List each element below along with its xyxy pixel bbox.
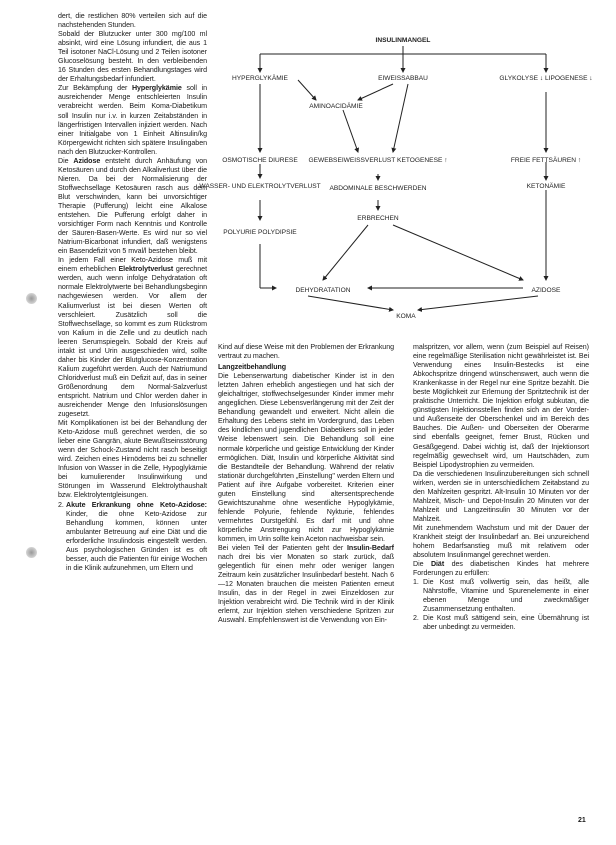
pathophysiology-diagram	[199, 12, 598, 324]
list-item	[413, 614, 589, 632]
text-run: Bei vielen Teil der Patienten geht der	[218, 544, 347, 553]
page-number: 21	[578, 817, 586, 824]
text-run: entsteht durch Anhäufung von Ketosäuren und durch den Alkaliverlust über die Nieren. Da bei der Normalisierung der Stoffwechsellage Ketosäuren rasch aus dem Blut verschwinden, kann bei unvorsichtiger Therapie (Pufferung) leicht eine Alkalose entstehen. Die Pufferung erfolgt daher in vorsichtiger Form nach Kenntnis und Kontrolle der Säuren-Basen-Werte. Es wird nur so viel Natrium-Bicarbonat infundiert, daß wenigstens ein Basendefizit von 5 mval/l bestehen bleibt.	[58, 156, 207, 256]
paragraph: Die Lebenserwartung diabetischer Kinder ist in den letzten Jahren erheblich angestiegen und hat sich der gleichaltriger, stoffwechselgesunder Kinder immer mehr angeglichen. Diese Lebensverlängerung mit der Zeit der Behandlung gewandelt und erweitert. Nicht allein die Erhaltung des Lebens steht im Vordergrund, das Leben des kindlichen und jugendlichen Diabetikers soll in jeder Weise lebenswert sein. Die Behandlung soll eine normale körperliche und geistige Entwicklung der Kinder ermöglichen. Diät, Insulin und körperliche Aktivität sind die Bestandteile der Behandlung. Während der relativ stationär durchgeführten „Einstellung" werden Eltern und Patient auf ihre Aufgabe vorbereitet. Kriterien einer guten Einstellung sind altersentsprechende Gewichtszunahme ohne wesentliche Hypoglykämie, fehlende Polyurie, fehlende Nykturie, fehlendes vermehrtes Durstgefühl. Es darf mit und ohne körperliche Anstrengung nicht zur Hypoglykämie kommen, im Urin sollte kein Aceton nachweisbar sein.	[218, 372, 394, 543]
bold-term: Akute Erkrankung ohne Keto-Azidose:	[66, 500, 207, 509]
node-aminoacidaemie: AMINOACIDÄMIE	[309, 103, 363, 110]
list-number: 1.	[413, 578, 419, 587]
paragraph: Kind auf diese Weise mit den Problemen der Erkrankung vertraut zu machen.	[218, 343, 394, 361]
punch-hole-bottom	[26, 547, 37, 558]
section-heading: Langzeitbehandlung	[218, 363, 287, 372]
text-run: Die Kost muß vollwertig sein, das heißt, alle Nährstoffe, Vitamine und Spurenelemente in einer ebenen Menge und zweckmäßiger Zusammensetzung enthalten.	[423, 578, 589, 614]
node-ketonaemie: KETONÄMIE	[526, 183, 566, 190]
node-fettsaeuren: FREIE FETTSÄUREN ↑	[510, 157, 582, 164]
numbered-list	[413, 578, 589, 632]
paragraph: Mit Komplikationen ist bei der Behandlung der Keto-Azidose muß gerechnet werden, die so lieber eine Gangrän, akute Bewußtseinsstörung wenn der Schock-Zustand nicht rasch beseitigt wird. Zeichen eines Hirnödems bei zu schneller Infusion von Wasser in die Zelle, Hypoglykämie bei kumulierender Insulinwirkung und Störungen im Wasserund Elektrolythaushalt bzw. Elektrolytentgleisungen.	[58, 419, 207, 500]
node-erbrechen: ERBRECHEN	[357, 215, 399, 222]
punch-hole-top	[26, 293, 37, 304]
node-insulinmangel: INSULINMANGEL	[375, 37, 431, 44]
text-run: soll in ausreichender Menge entschleierten Insulin verabreicht werden. Beim Koma-Diabetikum soll Insulin nur i.v. in kurzen Zeitabständen in längerfristigen Intervallen injiziert werden. Nach einer Initialgabe von 1 Einheit Altinsulin/kg Körpergewicht richten sich spätere Insulingaben nach den Blutzucker-Kontrollen.	[58, 84, 207, 156]
node-osmotische-diurese: OSMOTISCHE DIURESE	[222, 157, 298, 164]
node-gewebseiweiss: GEWEBSEIWEISSVERLUST KETOGENESE ↑	[308, 157, 448, 164]
node-lipolyse: GLYKOLYSE ↓ LIPOGENESE ↓	[499, 75, 593, 82]
bold-term: Insulin-Bedarf	[347, 544, 394, 553]
paragraph	[58, 256, 207, 419]
text-run: In jedem Fall einer Keto-Azidose muß mit einem erheblichen	[58, 256, 207, 274]
bold-term: Hyperglykämie	[131, 84, 182, 93]
text-run: nach drei bis vier Monaten so stark zurück, daß gelegentlich für einen mehr oder weniger langen Zeitraum kein zusätzlicher Insulinbedarf besteht. Nach 6—12 Monaten brauchen die meisten Patienten erneut Insulin, das in der Regel in zwei Einzeldosen zur Injektion verabreicht wird. Die Technik wird in der Klinik erlernt, zur Injektion stehen verschiedene Spritzen zur Auswahl. Empfehlenswert ist die Verwendung von Ein-	[218, 553, 394, 625]
text-run: Die Kost muß sättigend sein, eine Übernährung ist aber unbedingt zu vermeiden.	[423, 614, 589, 632]
paragraph: Da die verschiedenen Insulinzubereitungen sich schnell wirken, werden sie in unterschiedlichem Zeitabstand zu den Mahlzeiten gespritzt. Alt-Insulin 10 Minuten vor der Mahlzeit, Misch- und Depot-Insulin 20 Minuten vor der Mahlzeit und Langzeitinsulin 30 Minuten vor der Mahlzeit.	[413, 469, 589, 523]
node-azidose: AZIDOSE	[531, 287, 561, 294]
paragraph	[413, 560, 589, 578]
node-hyperglykaemie: HYPERGLYKÄMIE	[232, 75, 288, 82]
text-column-2	[218, 343, 394, 823]
paragraph	[58, 84, 207, 156]
paragraph	[218, 544, 394, 625]
text-column-1	[58, 12, 207, 832]
bold-term: Azidose	[73, 156, 101, 165]
node-wasserverlust: WASSER- UND ELEKTROLYTVERLUST	[199, 183, 321, 190]
node-abdominale: ABDOMINALE BESCHWERDEN	[329, 185, 427, 192]
node-koma: KOMA	[396, 313, 416, 320]
text-run: Zur Bekämpfung der	[58, 84, 132, 93]
text-column-3	[413, 343, 589, 823]
bold-term: Diät	[430, 560, 445, 569]
node-dehydration: DEHYDRATATION	[295, 287, 351, 294]
bold-term: Elektrolytverlust	[118, 265, 174, 274]
paragraph: malspritzen, vor allem, wenn (zum Beispiel auf Reisen) eine regelmäßige Sterilisation nicht gewährleistet ist. Bei Verwendung eines Insulin-Bestecks ist eine Abkochspritze dringend wünschenswert, auch wenn die Krankenkasse in der Regel nur eine Spritze bezahlt. Die beste Möglichkeit zur Erlernung der Spritztechnik ist der praktische Unterricht. Die Injektion erfolgt subkutan, die günstigsten Injektionsstellen finden sich an der Vorder- und Außenseite der Oberschenkel und im Bereich des Bauches. Die Außen- und Oberseiten der Oberarme sind ebenfalls geeignet, ferner Brust, Rücken und Gesäßgegend. Dabei wichtig ist, daß der Injektionsort regelmäßig gewechselt wird, um Hautschäden, zum Beispiel Lipodystrophien zu vermeiden.	[413, 343, 589, 469]
text-run: gerechnet werden, auch wenn infolge Dehydratation oft normale Elektrolytwerte bei Behandlungsbeginn nachgewiesen werden. Vor allem der Kaliumverlust ist bei diesen Werten oft verschleiert. Zusätzlich soll die Stoffwechsellage, so kommt es zum Rückstrom von Kalium in die Zelle und zu deutlich nach leeren Serumspiegeln. Sobald der Kreis auf intakt ist und Urin ausgeschieden wird, sollte daher bis Kinder der Blutglucose-Konzentration Kalium zugeführt werden. Auch der Natriumund Chloridverlust muß ein Defizit auf, das in seiner Größenordnung dem Normal-Salzverlust entspricht. Natrium und Chlor werden daher in ausreichender Menge den Infusionslösungen zugesetzt.	[58, 265, 207, 419]
text-run: Die	[58, 156, 74, 165]
paragraph: dert, die restlichen 80% verteilen sich auf die nachstehenden Stunden.	[58, 12, 207, 30]
text-run: Kinder, die ohne Keto-Azidose zur Behandlung kommen, können unter ambulanter Betreuung auf eine Diät und die erforderliche Insulindosis eingestellt werden. Aus psychologischen Gründen ist es oft besser, auch die Patienten für einige Wochen in die Klinik aufzunehmen, um Eltern und	[66, 509, 207, 572]
paragraph: Mit zunehmendem Wachstum und mit der Dauer der Krankheit steigt der Insulinbedarf an. Bei unzureichend hohem Bedarfsanstieg muß mit relativem oder absolutem Insulinmangel gerechnet werden.	[413, 523, 589, 560]
node-eiweissabbau: EIWEISSABBAU	[378, 75, 428, 82]
list-item	[413, 578, 589, 614]
node-polyurie: POLYURIE POLYDIPSIE	[223, 229, 297, 236]
text-run: des diabetischen Kindes hat mehrere Forderungen zu erfüllen:	[413, 560, 589, 578]
list-number: 2.	[413, 614, 419, 623]
paragraph	[58, 157, 207, 257]
text-run: Die	[413, 560, 431, 569]
numbered-item: 2. Akute Erkrankung ohne Keto-Azidose: Kinder, die ohne Keto-Azidose zur Behandlung kommen, können unter ambulanter Betreuung auf eine Diät und die erforderliche Insulindosis eingestellt werden. Aus psychologischen Gründen ist es oft besser, auch die Patienten für einige Wochen in die Klinik aufzunehmen, um Eltern und	[58, 500, 207, 572]
paragraph: Sobald der Blutzucker unter 300 mg/100 ml absinkt, wird eine Lösung infundiert, die aus 1 Teil isotoner NaCl-Lösung und 2 Teilen isotoner Glucoselösung besteht. In den verbleibenden 16 Stunden des ersten Behandlungstages wird der Erhaltungsbedarf infundiert.	[58, 30, 207, 84]
